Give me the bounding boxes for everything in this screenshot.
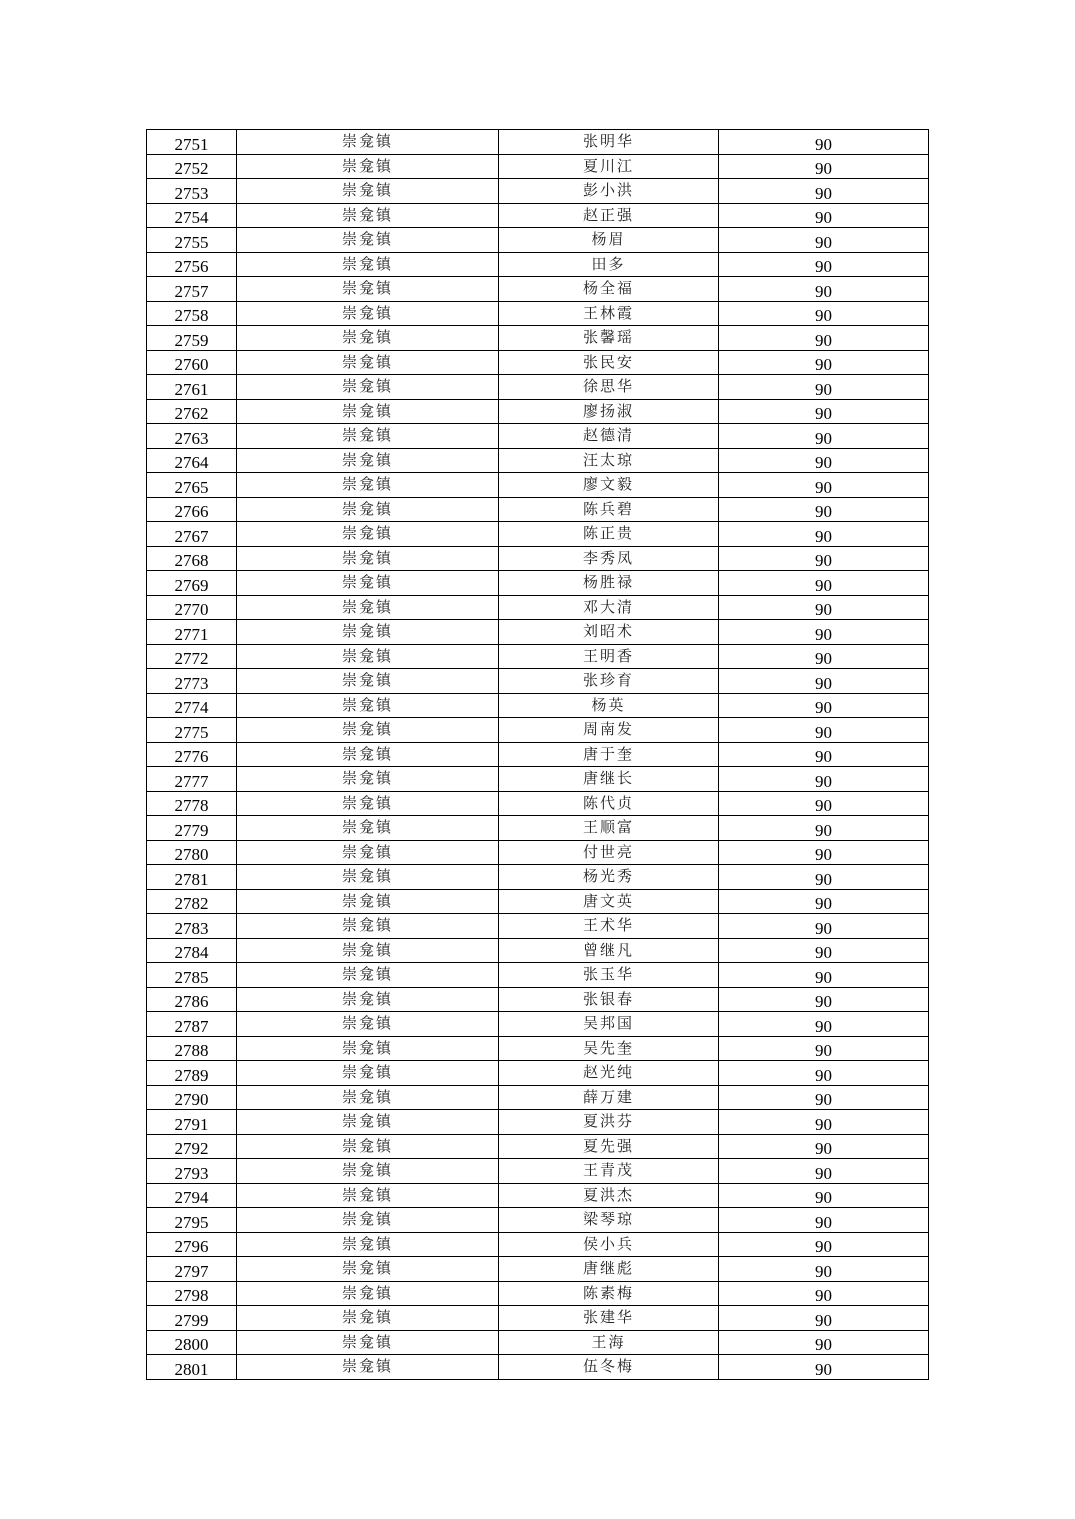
table-row xyxy=(147,1110,929,1135)
row-number-cell: 2770 xyxy=(147,595,237,620)
person-name-cell: 陈代贞 xyxy=(499,791,719,816)
person-name-cell: 侯小兵 xyxy=(499,1232,719,1257)
town-cell: 崇龛镇 xyxy=(237,644,499,669)
score-cell: 90 xyxy=(719,350,929,375)
table-row xyxy=(147,571,929,596)
row-number-cell: 2793 xyxy=(147,1159,237,1184)
table-row xyxy=(147,914,929,939)
score-cell: 90 xyxy=(719,1061,929,1086)
row-number-cell: 2755 xyxy=(147,228,237,253)
person-name-cell: 周南发 xyxy=(499,718,719,743)
score-cell: 90 xyxy=(719,497,929,522)
person-name-cell: 陈素梅 xyxy=(499,1281,719,1306)
score-cell: 90 xyxy=(719,375,929,400)
town-cell: 崇龛镇 xyxy=(237,1232,499,1257)
table-row xyxy=(147,1232,929,1257)
person-name-cell: 杨胜禄 xyxy=(499,571,719,596)
row-number-cell: 2760 xyxy=(147,350,237,375)
town-cell: 崇龛镇 xyxy=(237,889,499,914)
table-row xyxy=(147,326,929,351)
town-cell: 崇龛镇 xyxy=(237,693,499,718)
score-cell: 90 xyxy=(719,644,929,669)
score-cell: 90 xyxy=(719,1281,929,1306)
score-cell: 90 xyxy=(719,130,929,155)
person-name-cell: 王海 xyxy=(499,1330,719,1355)
row-number-cell: 2757 xyxy=(147,277,237,302)
row-number-cell: 2792 xyxy=(147,1134,237,1159)
score-cell: 90 xyxy=(719,228,929,253)
person-name-cell: 付世亮 xyxy=(499,840,719,865)
town-cell: 崇龛镇 xyxy=(237,448,499,473)
table-row xyxy=(147,693,929,718)
score-cell: 90 xyxy=(719,399,929,424)
table-row xyxy=(147,448,929,473)
table-row xyxy=(147,963,929,988)
score-cell: 90 xyxy=(719,742,929,767)
score-cell: 90 xyxy=(719,963,929,988)
table-row xyxy=(147,277,929,302)
table-row xyxy=(147,203,929,228)
table-row xyxy=(147,154,929,179)
table-row xyxy=(147,522,929,547)
table-row xyxy=(147,179,929,204)
score-cell: 90 xyxy=(719,840,929,865)
score-cell: 90 xyxy=(719,1110,929,1135)
score-cell: 90 xyxy=(719,595,929,620)
row-number-cell: 2788 xyxy=(147,1036,237,1061)
town-cell: 崇龛镇 xyxy=(237,301,499,326)
score-cell: 90 xyxy=(719,1232,929,1257)
town-cell: 崇龛镇 xyxy=(237,595,499,620)
score-cell: 90 xyxy=(719,252,929,277)
person-name-cell: 杨全福 xyxy=(499,277,719,302)
table-row xyxy=(147,375,929,400)
score-cell: 90 xyxy=(719,326,929,351)
table-row xyxy=(147,987,929,1012)
person-name-cell: 王顺富 xyxy=(499,816,719,841)
table-row xyxy=(147,1306,929,1331)
town-cell: 崇龛镇 xyxy=(237,963,499,988)
score-cell: 90 xyxy=(719,1085,929,1110)
person-name-cell: 张玉华 xyxy=(499,963,719,988)
score-cell: 90 xyxy=(719,1355,929,1380)
town-cell: 崇龛镇 xyxy=(237,473,499,498)
row-number-cell: 2765 xyxy=(147,473,237,498)
score-cell: 90 xyxy=(719,1208,929,1233)
table-row xyxy=(147,350,929,375)
person-name-cell: 夏洪杰 xyxy=(499,1183,719,1208)
table-row xyxy=(147,791,929,816)
row-number-cell: 2796 xyxy=(147,1232,237,1257)
town-cell: 崇龛镇 xyxy=(237,522,499,547)
person-name-cell: 夏川江 xyxy=(499,154,719,179)
row-number-cell: 2797 xyxy=(147,1257,237,1282)
row-number-cell: 2790 xyxy=(147,1085,237,1110)
table-row xyxy=(147,1085,929,1110)
score-cell: 90 xyxy=(719,620,929,645)
person-name-cell: 杨光秀 xyxy=(499,865,719,890)
score-cell: 90 xyxy=(719,914,929,939)
person-name-cell: 薛万建 xyxy=(499,1085,719,1110)
table-row xyxy=(147,1355,929,1380)
town-cell: 崇龛镇 xyxy=(237,840,499,865)
town-cell: 崇龛镇 xyxy=(237,865,499,890)
row-number-cell: 2779 xyxy=(147,816,237,841)
table-row xyxy=(147,669,929,694)
score-cell: 90 xyxy=(719,865,929,890)
row-number-cell: 2752 xyxy=(147,154,237,179)
table-row xyxy=(147,1061,929,1086)
town-cell: 崇龛镇 xyxy=(237,546,499,571)
roster-table xyxy=(146,129,929,1380)
person-name-cell: 吴邦国 xyxy=(499,1012,719,1037)
table-row xyxy=(147,424,929,449)
row-number-cell: 2772 xyxy=(147,644,237,669)
town-cell: 崇龛镇 xyxy=(237,497,499,522)
person-name-cell: 唐于奎 xyxy=(499,742,719,767)
person-name-cell: 张馨瑶 xyxy=(499,326,719,351)
row-number-cell: 2774 xyxy=(147,693,237,718)
table-row xyxy=(147,1330,929,1355)
row-number-cell: 2800 xyxy=(147,1330,237,1355)
score-cell: 90 xyxy=(719,791,929,816)
town-cell: 崇龛镇 xyxy=(237,277,499,302)
row-number-cell: 2763 xyxy=(147,424,237,449)
town-cell: 崇龛镇 xyxy=(237,1257,499,1282)
row-number-cell: 2751 xyxy=(147,130,237,155)
table-row xyxy=(147,1281,929,1306)
town-cell: 崇龛镇 xyxy=(237,1061,499,1086)
row-number-cell: 2776 xyxy=(147,742,237,767)
row-number-cell: 2778 xyxy=(147,791,237,816)
row-number-cell: 2758 xyxy=(147,301,237,326)
row-number-cell: 2769 xyxy=(147,571,237,596)
row-number-cell: 2771 xyxy=(147,620,237,645)
row-number-cell: 2764 xyxy=(147,448,237,473)
table-row xyxy=(147,1183,929,1208)
table-row xyxy=(147,1036,929,1061)
row-number-cell: 2773 xyxy=(147,669,237,694)
town-cell: 崇龛镇 xyxy=(237,252,499,277)
town-cell: 崇龛镇 xyxy=(237,718,499,743)
town-cell: 崇龛镇 xyxy=(237,203,499,228)
score-cell: 90 xyxy=(719,203,929,228)
score-cell: 90 xyxy=(719,1134,929,1159)
table-row xyxy=(147,1012,929,1037)
person-name-cell: 王明香 xyxy=(499,644,719,669)
person-name-cell: 唐文英 xyxy=(499,889,719,914)
table-row xyxy=(147,938,929,963)
row-number-cell: 2754 xyxy=(147,203,237,228)
table-row xyxy=(147,718,929,743)
score-cell: 90 xyxy=(719,1012,929,1037)
table-row xyxy=(147,889,929,914)
table-row xyxy=(147,742,929,767)
table-row xyxy=(147,1257,929,1282)
town-cell: 崇龛镇 xyxy=(237,1085,499,1110)
person-name-cell: 刘昭术 xyxy=(499,620,719,645)
person-name-cell: 张建华 xyxy=(499,1306,719,1331)
score-cell: 90 xyxy=(719,718,929,743)
town-cell: 崇龛镇 xyxy=(237,620,499,645)
person-name-cell: 赵光纯 xyxy=(499,1061,719,1086)
table-row xyxy=(147,228,929,253)
score-cell: 90 xyxy=(719,693,929,718)
person-name-cell: 廖文毅 xyxy=(499,473,719,498)
town-cell: 崇龛镇 xyxy=(237,375,499,400)
person-name-cell: 杨英 xyxy=(499,693,719,718)
table-row xyxy=(147,473,929,498)
score-cell: 90 xyxy=(719,448,929,473)
row-number-cell: 2798 xyxy=(147,1281,237,1306)
table-row xyxy=(147,865,929,890)
person-name-cell: 唐继彪 xyxy=(499,1257,719,1282)
town-cell: 崇龛镇 xyxy=(237,179,499,204)
person-name-cell: 彭小洪 xyxy=(499,179,719,204)
table-row xyxy=(147,1159,929,1184)
row-number-cell: 2786 xyxy=(147,987,237,1012)
town-cell: 崇龛镇 xyxy=(237,669,499,694)
town-cell: 崇龛镇 xyxy=(237,1355,499,1380)
town-cell: 崇龛镇 xyxy=(237,1012,499,1037)
person-name-cell: 张银春 xyxy=(499,987,719,1012)
row-number-cell: 2775 xyxy=(147,718,237,743)
town-cell: 崇龛镇 xyxy=(237,791,499,816)
score-cell: 90 xyxy=(719,424,929,449)
town-cell: 崇龛镇 xyxy=(237,914,499,939)
town-cell: 崇龛镇 xyxy=(237,424,499,449)
score-cell: 90 xyxy=(719,301,929,326)
person-name-cell: 张民安 xyxy=(499,350,719,375)
row-number-cell: 2759 xyxy=(147,326,237,351)
score-cell: 90 xyxy=(719,546,929,571)
score-cell: 90 xyxy=(719,816,929,841)
person-name-cell: 王林霞 xyxy=(499,301,719,326)
person-name-cell: 吴先奎 xyxy=(499,1036,719,1061)
person-name-cell: 徐思华 xyxy=(499,375,719,400)
person-name-cell: 田多 xyxy=(499,252,719,277)
person-name-cell: 夏洪芬 xyxy=(499,1110,719,1135)
person-name-cell: 廖扬淑 xyxy=(499,399,719,424)
table-row xyxy=(147,546,929,571)
table-row xyxy=(147,497,929,522)
score-cell: 90 xyxy=(719,473,929,498)
row-number-cell: 2785 xyxy=(147,963,237,988)
person-name-cell: 杨眉 xyxy=(499,228,719,253)
score-cell: 90 xyxy=(719,1330,929,1355)
row-number-cell: 2781 xyxy=(147,865,237,890)
town-cell: 崇龛镇 xyxy=(237,816,499,841)
row-number-cell: 2777 xyxy=(147,767,237,792)
row-number-cell: 2753 xyxy=(147,179,237,204)
town-cell: 崇龛镇 xyxy=(237,399,499,424)
score-cell: 90 xyxy=(719,277,929,302)
row-number-cell: 2791 xyxy=(147,1110,237,1135)
town-cell: 崇龛镇 xyxy=(237,1208,499,1233)
town-cell: 崇龛镇 xyxy=(237,1036,499,1061)
table-row xyxy=(147,130,929,155)
row-number-cell: 2767 xyxy=(147,522,237,547)
town-cell: 崇龛镇 xyxy=(237,1306,499,1331)
row-number-cell: 2789 xyxy=(147,1061,237,1086)
table-row xyxy=(147,595,929,620)
person-name-cell: 赵德清 xyxy=(499,424,719,449)
town-cell: 崇龛镇 xyxy=(237,987,499,1012)
town-cell: 崇龛镇 xyxy=(237,228,499,253)
score-cell: 90 xyxy=(719,987,929,1012)
table-row xyxy=(147,644,929,669)
table-row xyxy=(147,816,929,841)
table-row xyxy=(147,1208,929,1233)
row-number-cell: 2768 xyxy=(147,546,237,571)
row-number-cell: 2756 xyxy=(147,252,237,277)
town-cell: 崇龛镇 xyxy=(237,571,499,596)
table-row xyxy=(147,620,929,645)
town-cell: 崇龛镇 xyxy=(237,1183,499,1208)
person-name-cell: 李秀凤 xyxy=(499,546,719,571)
town-cell: 崇龛镇 xyxy=(237,130,499,155)
table-row xyxy=(147,399,929,424)
person-name-cell: 张明华 xyxy=(499,130,719,155)
score-cell: 90 xyxy=(719,179,929,204)
row-number-cell: 2794 xyxy=(147,1183,237,1208)
row-number-cell: 2783 xyxy=(147,914,237,939)
row-number-cell: 2762 xyxy=(147,399,237,424)
score-cell: 90 xyxy=(719,1159,929,1184)
table-row xyxy=(147,1134,929,1159)
person-name-cell: 伍冬梅 xyxy=(499,1355,719,1380)
town-cell: 崇龛镇 xyxy=(237,1330,499,1355)
person-name-cell: 曾继凡 xyxy=(499,938,719,963)
score-cell: 90 xyxy=(719,154,929,179)
town-cell: 崇龛镇 xyxy=(237,767,499,792)
roster-table-body xyxy=(147,130,929,1380)
town-cell: 崇龛镇 xyxy=(237,1159,499,1184)
score-cell: 90 xyxy=(719,938,929,963)
score-cell: 90 xyxy=(719,1257,929,1282)
table-row xyxy=(147,767,929,792)
row-number-cell: 2801 xyxy=(147,1355,237,1380)
town-cell: 崇龛镇 xyxy=(237,1281,499,1306)
score-cell: 90 xyxy=(719,1036,929,1061)
person-name-cell: 邓大清 xyxy=(499,595,719,620)
score-cell: 90 xyxy=(719,571,929,596)
town-cell: 崇龛镇 xyxy=(237,1134,499,1159)
person-name-cell: 王青茂 xyxy=(499,1159,719,1184)
table-row xyxy=(147,301,929,326)
town-cell: 崇龛镇 xyxy=(237,326,499,351)
table-row xyxy=(147,252,929,277)
town-cell: 崇龛镇 xyxy=(237,742,499,767)
score-cell: 90 xyxy=(719,1183,929,1208)
town-cell: 崇龛镇 xyxy=(237,350,499,375)
person-name-cell: 梁琴琼 xyxy=(499,1208,719,1233)
score-cell: 90 xyxy=(719,889,929,914)
person-name-cell: 汪太琼 xyxy=(499,448,719,473)
town-cell: 崇龛镇 xyxy=(237,154,499,179)
person-name-cell: 夏先强 xyxy=(499,1134,719,1159)
town-cell: 崇龛镇 xyxy=(237,938,499,963)
row-number-cell: 2761 xyxy=(147,375,237,400)
person-name-cell: 赵正强 xyxy=(499,203,719,228)
table-row xyxy=(147,840,929,865)
row-number-cell: 2766 xyxy=(147,497,237,522)
person-name-cell: 陈兵碧 xyxy=(499,497,719,522)
score-cell: 90 xyxy=(719,522,929,547)
score-cell: 90 xyxy=(719,767,929,792)
score-cell: 90 xyxy=(719,1306,929,1331)
row-number-cell: 2795 xyxy=(147,1208,237,1233)
person-name-cell: 王术华 xyxy=(499,914,719,939)
person-name-cell: 陈正贵 xyxy=(499,522,719,547)
row-number-cell: 2799 xyxy=(147,1306,237,1331)
row-number-cell: 2780 xyxy=(147,840,237,865)
row-number-cell: 2787 xyxy=(147,1012,237,1037)
person-name-cell: 唐继长 xyxy=(499,767,719,792)
row-number-cell: 2784 xyxy=(147,938,237,963)
row-number-cell: 2782 xyxy=(147,889,237,914)
score-cell: 90 xyxy=(719,669,929,694)
person-name-cell: 张珍育 xyxy=(499,669,719,694)
town-cell: 崇龛镇 xyxy=(237,1110,499,1135)
